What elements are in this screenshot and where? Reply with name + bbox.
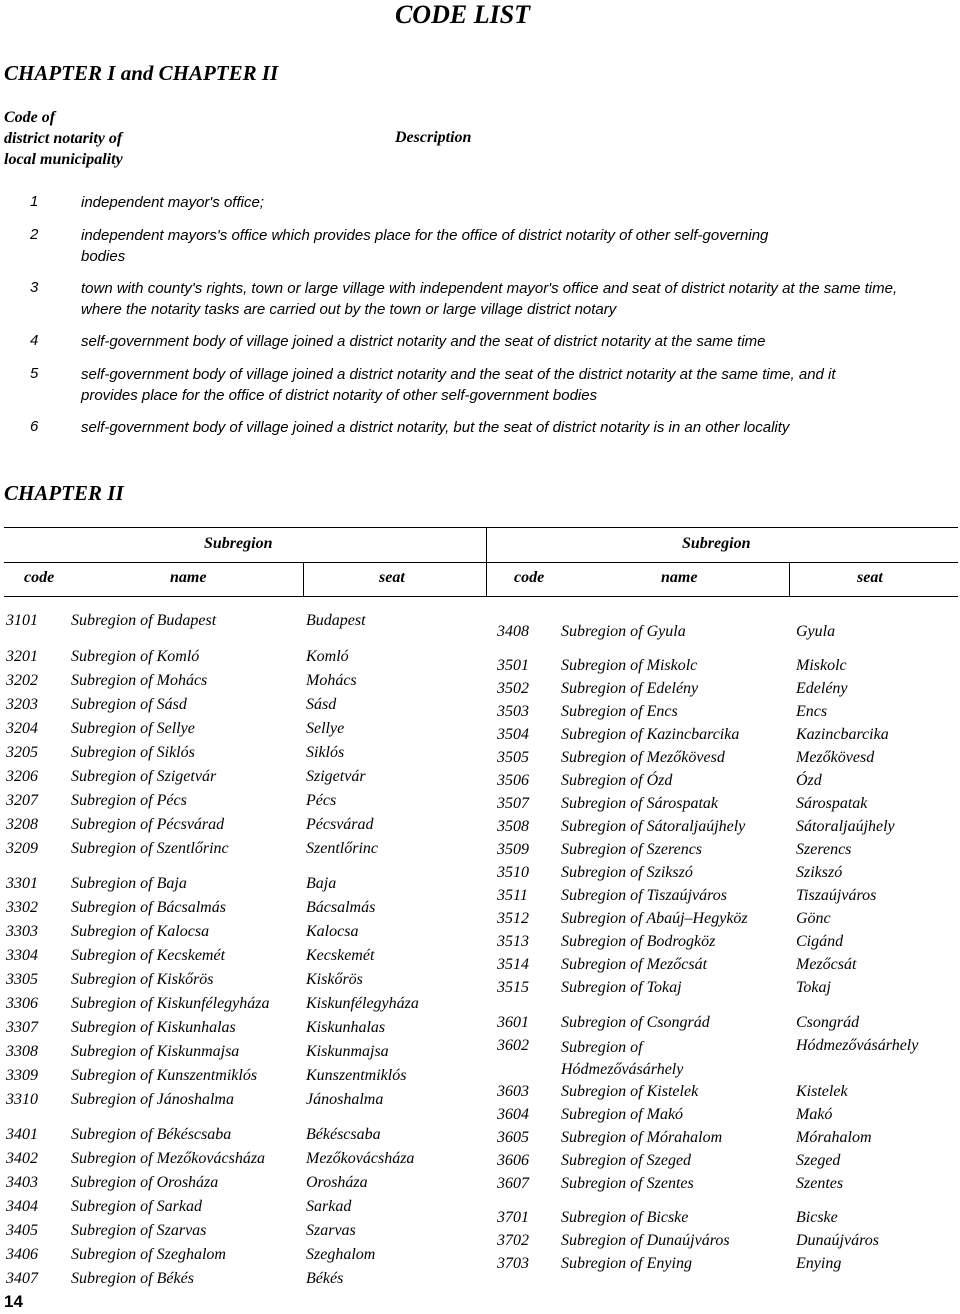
subregion-name: Subregion of Szigetvár [71,768,217,785]
subregion-code: 3101 [6,612,38,629]
subregion-code: 3506 [497,772,529,789]
subregion-seat: Makó [796,1106,833,1123]
subregion-code: 3511 [497,887,528,904]
subregion-name: Subregion of Szentlőrinc [71,840,229,857]
subregion-name: Subregion of Sellye [71,720,195,737]
subregion-seat: Cigánd [796,933,844,950]
subregion-seat: Kiskőrös [306,971,363,988]
subregion-name: Subregion of Kazincbarcika [561,726,740,743]
subregion-name: Subregion of Mezőkovácsháza [71,1150,266,1167]
subregion-seat: Kiskunhalas [306,1019,386,1036]
subregion-name: Subregion of Encs [561,703,678,720]
subregion-header-right: Subregion [682,535,751,552]
subregion-code: 3202 [6,672,38,689]
subregion-code: 3201 [6,648,38,665]
subregion-seat: Szigetvár [306,768,366,785]
name-header-right: name [661,569,698,586]
subregion-code: 3702 [497,1232,529,1249]
subregion-code: 3508 [497,818,529,835]
code-header-line-1: Code of [4,109,56,126]
subregion-seat: Jánoshalma [306,1091,384,1108]
subregion-name: Subregion of Tiszaújváros [561,887,727,904]
subregion-seat: Szarvas [306,1222,356,1239]
subregion-seat: Sátoraljaújhely [796,818,895,835]
subregion-name: Subregion of Tokaj [561,979,682,996]
subregion-name: Subregion of Siklós [71,744,195,761]
subregion-name: Subregion of Dunaújváros [561,1232,730,1249]
subregion-name: Subregion of Bácsalmás [71,899,226,916]
subregion-seat: Ózd [796,772,822,789]
subregion-seat: Dunaújváros [796,1232,879,1249]
subregion-name: Subregion of Kalocsa [71,923,210,940]
subregion-code: 3504 [497,726,529,743]
subregion-name: Subregion of Szeged [561,1152,692,1169]
subregion-seat: Tokaj [796,979,831,996]
subregion-code: 3307 [6,1019,38,1036]
subregion-name: Subregion of Sárospatak [561,795,719,812]
subregion-name: Subregion of Sásd [71,696,187,713]
seat-header-right: seat [857,569,883,586]
subregion-code: 3513 [497,933,529,950]
subregion-seat: Szentes [796,1175,844,1192]
subregion-code: 3404 [6,1198,38,1215]
subregion-code: 3503 [497,703,529,720]
subregion-code: 3505 [497,749,529,766]
subregion-code: 3604 [497,1106,529,1123]
code-header-left: code [24,569,55,586]
subregion-code: 3308 [6,1043,38,1060]
subregion-seat: Kazincbarcika [796,726,889,743]
subregion-code: 3501 [497,657,529,674]
subregion-seat: Sárospatak [796,795,868,812]
page-title: CODE LIST [394,0,531,29]
definition-text: self-government body of village joined a district notarity, but the seat of district notarity is in an other locality [81,419,790,436]
subregion-code: 3502 [497,680,529,697]
subregion-seat: Sellye [306,720,345,737]
definition-code: 4 [30,332,39,349]
definition-text: self-government body of village joined a district notarity and the seat of district notarity at the same time [81,333,766,350]
subregion-code: 3203 [6,696,38,713]
left-subregion-list [6,0,476,1314]
subregion-seat: Orosháza [306,1174,368,1191]
subregion-seat: Szeghalom [306,1246,376,1263]
subregion-code: 3209 [6,840,38,857]
subregion-code: 3305 [6,971,38,988]
subregion-code: 3304 [6,947,38,964]
subregion-code: 3603 [497,1083,529,1100]
subregion-seat: Kalocsa [306,923,359,940]
subregion-seat: Gyula [796,623,836,640]
subregion-code: 3512 [497,910,529,927]
subregion-name: Subregion of Budapest [71,612,217,629]
subregion-name: Subregion of Szarvas [71,1222,207,1239]
subregion-code: 3605 [497,1129,529,1146]
subregion-seat: Mezőkovácsháza [306,1150,415,1167]
subregion-seat: Tiszaújváros [796,887,877,904]
subregion-name: Subregion of Enying [561,1255,692,1272]
subregion-seat: Sarkad [306,1198,352,1215]
subregion-name: Subregion of Miskolc [561,657,698,674]
subregion-code: 3309 [6,1067,38,1084]
subregion-seat: Bácsalmás [306,899,376,916]
subregion-name: Subregion of Baja [71,875,187,892]
subregion-name: Subregion of Abaúj–Hegyköz [561,910,748,927]
subregion-seat: Mohács [306,672,357,689]
subregion-seat: Siklós [306,744,345,761]
definition-code: 1 [30,193,39,210]
subregion-code: 3301 [6,875,38,892]
subregion-seat: Szikszó [796,864,843,881]
definition-text: town with county's rights, town or large village with independent mayor's office and seat of district notarity at the same time, where the notarity tasks are carried out by the town or large village district notary [81,280,898,318]
subregion-seat: Békés [306,1270,344,1287]
subregion-name: Subregion of Komló [71,648,200,665]
subregion-code: 3208 [6,816,38,833]
subregion-seat: Pécsvárad [306,816,374,833]
subregion-name: Subregion of Sátoraljaújhely [561,818,746,835]
subregion-name: Subregion of Szikszó [561,864,693,881]
subregion-code: 3510 [497,864,529,881]
subregion-seat: Kecskemét [306,947,375,964]
subregion-seat: Kiskunfélegyháza [306,995,419,1012]
definition-text: independent mayor's office; [81,194,264,211]
subregion-name: Subregion of Mezőcsát [561,956,708,973]
name-header-left: name [170,569,207,586]
subregion-code: 3302 [6,899,38,916]
subregion-seat: Kistelek [796,1083,848,1100]
subregion-code: 3403 [6,1174,38,1191]
subregion-seat: Kunszentmiklós [306,1067,407,1084]
subregion-seat: Mezőkövesd [796,749,875,766]
code-header-right: code [514,569,545,586]
subregion-name: Subregion of Gyula [561,623,686,640]
subregion-name: Subregion of Bodrogköz [561,933,716,950]
subregion-code: 3405 [6,1222,38,1239]
subregion-seat: Sásd [306,696,337,713]
subregion-seat: Baja [306,875,337,892]
subregion-code: 3408 [497,623,529,640]
definition-code: 6 [30,418,39,435]
definition-code: 2 [30,226,39,243]
subregion-name: Subregion of Kunszentmiklós [71,1067,258,1084]
subregion-header-left: Subregion [204,535,273,552]
subregion-name: Subregion of Jánoshalma [71,1091,234,1108]
seat-header-left: seat [379,569,405,586]
subregion-code: 3606 [497,1152,529,1169]
subregion-name: Subregion of Ózd [561,772,673,789]
subregion-name: Subregion of Pécs [71,792,187,809]
subregion-code: 3306 [6,995,38,1012]
definition-text: self-government body of village joined a district notarity and the seat of the district notarity at the same time, and it provides place for the office of district notarity of other self-government bodies [81,366,836,404]
code-header-line-2: district notarity of [4,130,123,147]
subregion-seat: Bicske [796,1209,838,1226]
subregion-code: 3207 [6,792,38,809]
subregion-seat: Mezőcsát [796,956,857,973]
subregion-name: Subregion of Pécsvárad [71,816,225,833]
subregion-code: 3402 [6,1150,38,1167]
subregion-code: 3703 [497,1255,529,1272]
subregion-seat: Gönc [796,910,831,927]
subregion-name: Subregion of Kistelek [561,1083,699,1100]
subregion-seat: Miskolc [796,657,847,674]
subregion-seat: Szerencs [796,841,852,858]
subregion-code: 3407 [6,1270,38,1287]
subregion-name: Subregion of Makó [561,1106,684,1123]
definition-code: 5 [30,365,39,382]
subregion-name: Subregion of Szerencs [561,841,703,858]
subregion-seat: Encs [796,703,828,720]
subregion-seat: Enying [796,1255,842,1272]
subregion-code: 3701 [497,1209,529,1226]
subregion-seat: Hódmezővásárhely [796,1037,919,1054]
right-subregion-list [497,0,957,1314]
subregion-name: Subregion of Bicske [561,1209,689,1226]
chapter-2-heading: CHAPTER II [4,481,124,505]
subregion-seat: Pécs [306,792,337,809]
subregion-name: Subregion of Kecskemét [71,947,226,964]
subregion-seat: Komló [306,648,349,665]
subregion-name: Subregion of Békés [71,1270,194,1287]
subregion-code: 3204 [6,720,38,737]
subregion-code: 3515 [497,979,529,996]
subregion-name: Subregion of Sarkad [71,1198,202,1215]
subregion-name: Subregion of Békéscsaba [71,1126,232,1143]
subregion-seat: Csongrád [796,1014,860,1031]
subregion-code: 3514 [497,956,529,973]
subregion-name: Subregion of Kiskunfélegyháza [71,995,270,1012]
subregion-code: 3406 [6,1246,38,1263]
subregion-seat: Szeged [796,1152,841,1169]
subregion-name: Subregion of Csongrád [561,1014,710,1031]
subregion-name: Subregion of Szentes [561,1175,694,1192]
definition-code: 3 [30,279,39,296]
description-column-header: Description [395,129,472,146]
subregion-name: Subregion of Hódmezővásárhely [561,1039,684,1078]
subregion-code: 3303 [6,923,38,940]
subregion-code: 3205 [6,744,38,761]
subregion-name: Subregion of Mórahalom [561,1129,723,1146]
subregion-name: Subregion of Kiskunmajsa [71,1043,240,1060]
subregion-code: 3509 [497,841,529,858]
subregion-code: 3401 [6,1126,38,1143]
page-number: 14 [4,1292,23,1311]
subregion-name: Subregion of Edelény [561,680,699,697]
subregion-seat: Kiskunmajsa [306,1043,389,1060]
subregion-code: 3602 [497,1037,529,1054]
chapter-1-heading: CHAPTER I and CHAPTER II [4,61,279,85]
subregion-seat: Mórahalom [796,1129,872,1146]
subregion-code: 3206 [6,768,38,785]
subregion-code: 3601 [497,1014,529,1031]
subregion-name: Subregion of Kiskőrös [71,971,214,988]
subregion-name: Subregion of Mezőkövesd [561,749,725,766]
subregion-seat: Szentlőrinc [306,840,378,857]
subregion-code: 3607 [497,1175,529,1192]
subregion-code: 3310 [6,1091,38,1108]
definition-text: independent mayors's office which provides place for the office of district notarity of other self-governing bodies [81,227,769,265]
code-header-line-3: local municipality [4,151,123,168]
subregion-name: Subregion of Szeghalom [71,1246,226,1263]
subregion-seat: Edelény [796,680,848,697]
subregion-seat: Békéscsaba [306,1126,381,1143]
subregion-name: Subregion of Orosháza [71,1174,219,1191]
subregion-name: Subregion of Kiskunhalas [71,1019,236,1036]
subregion-seat: Budapest [306,612,366,629]
subregion-name: Subregion of Mohács [71,672,208,689]
subregion-code: 3507 [497,795,529,812]
